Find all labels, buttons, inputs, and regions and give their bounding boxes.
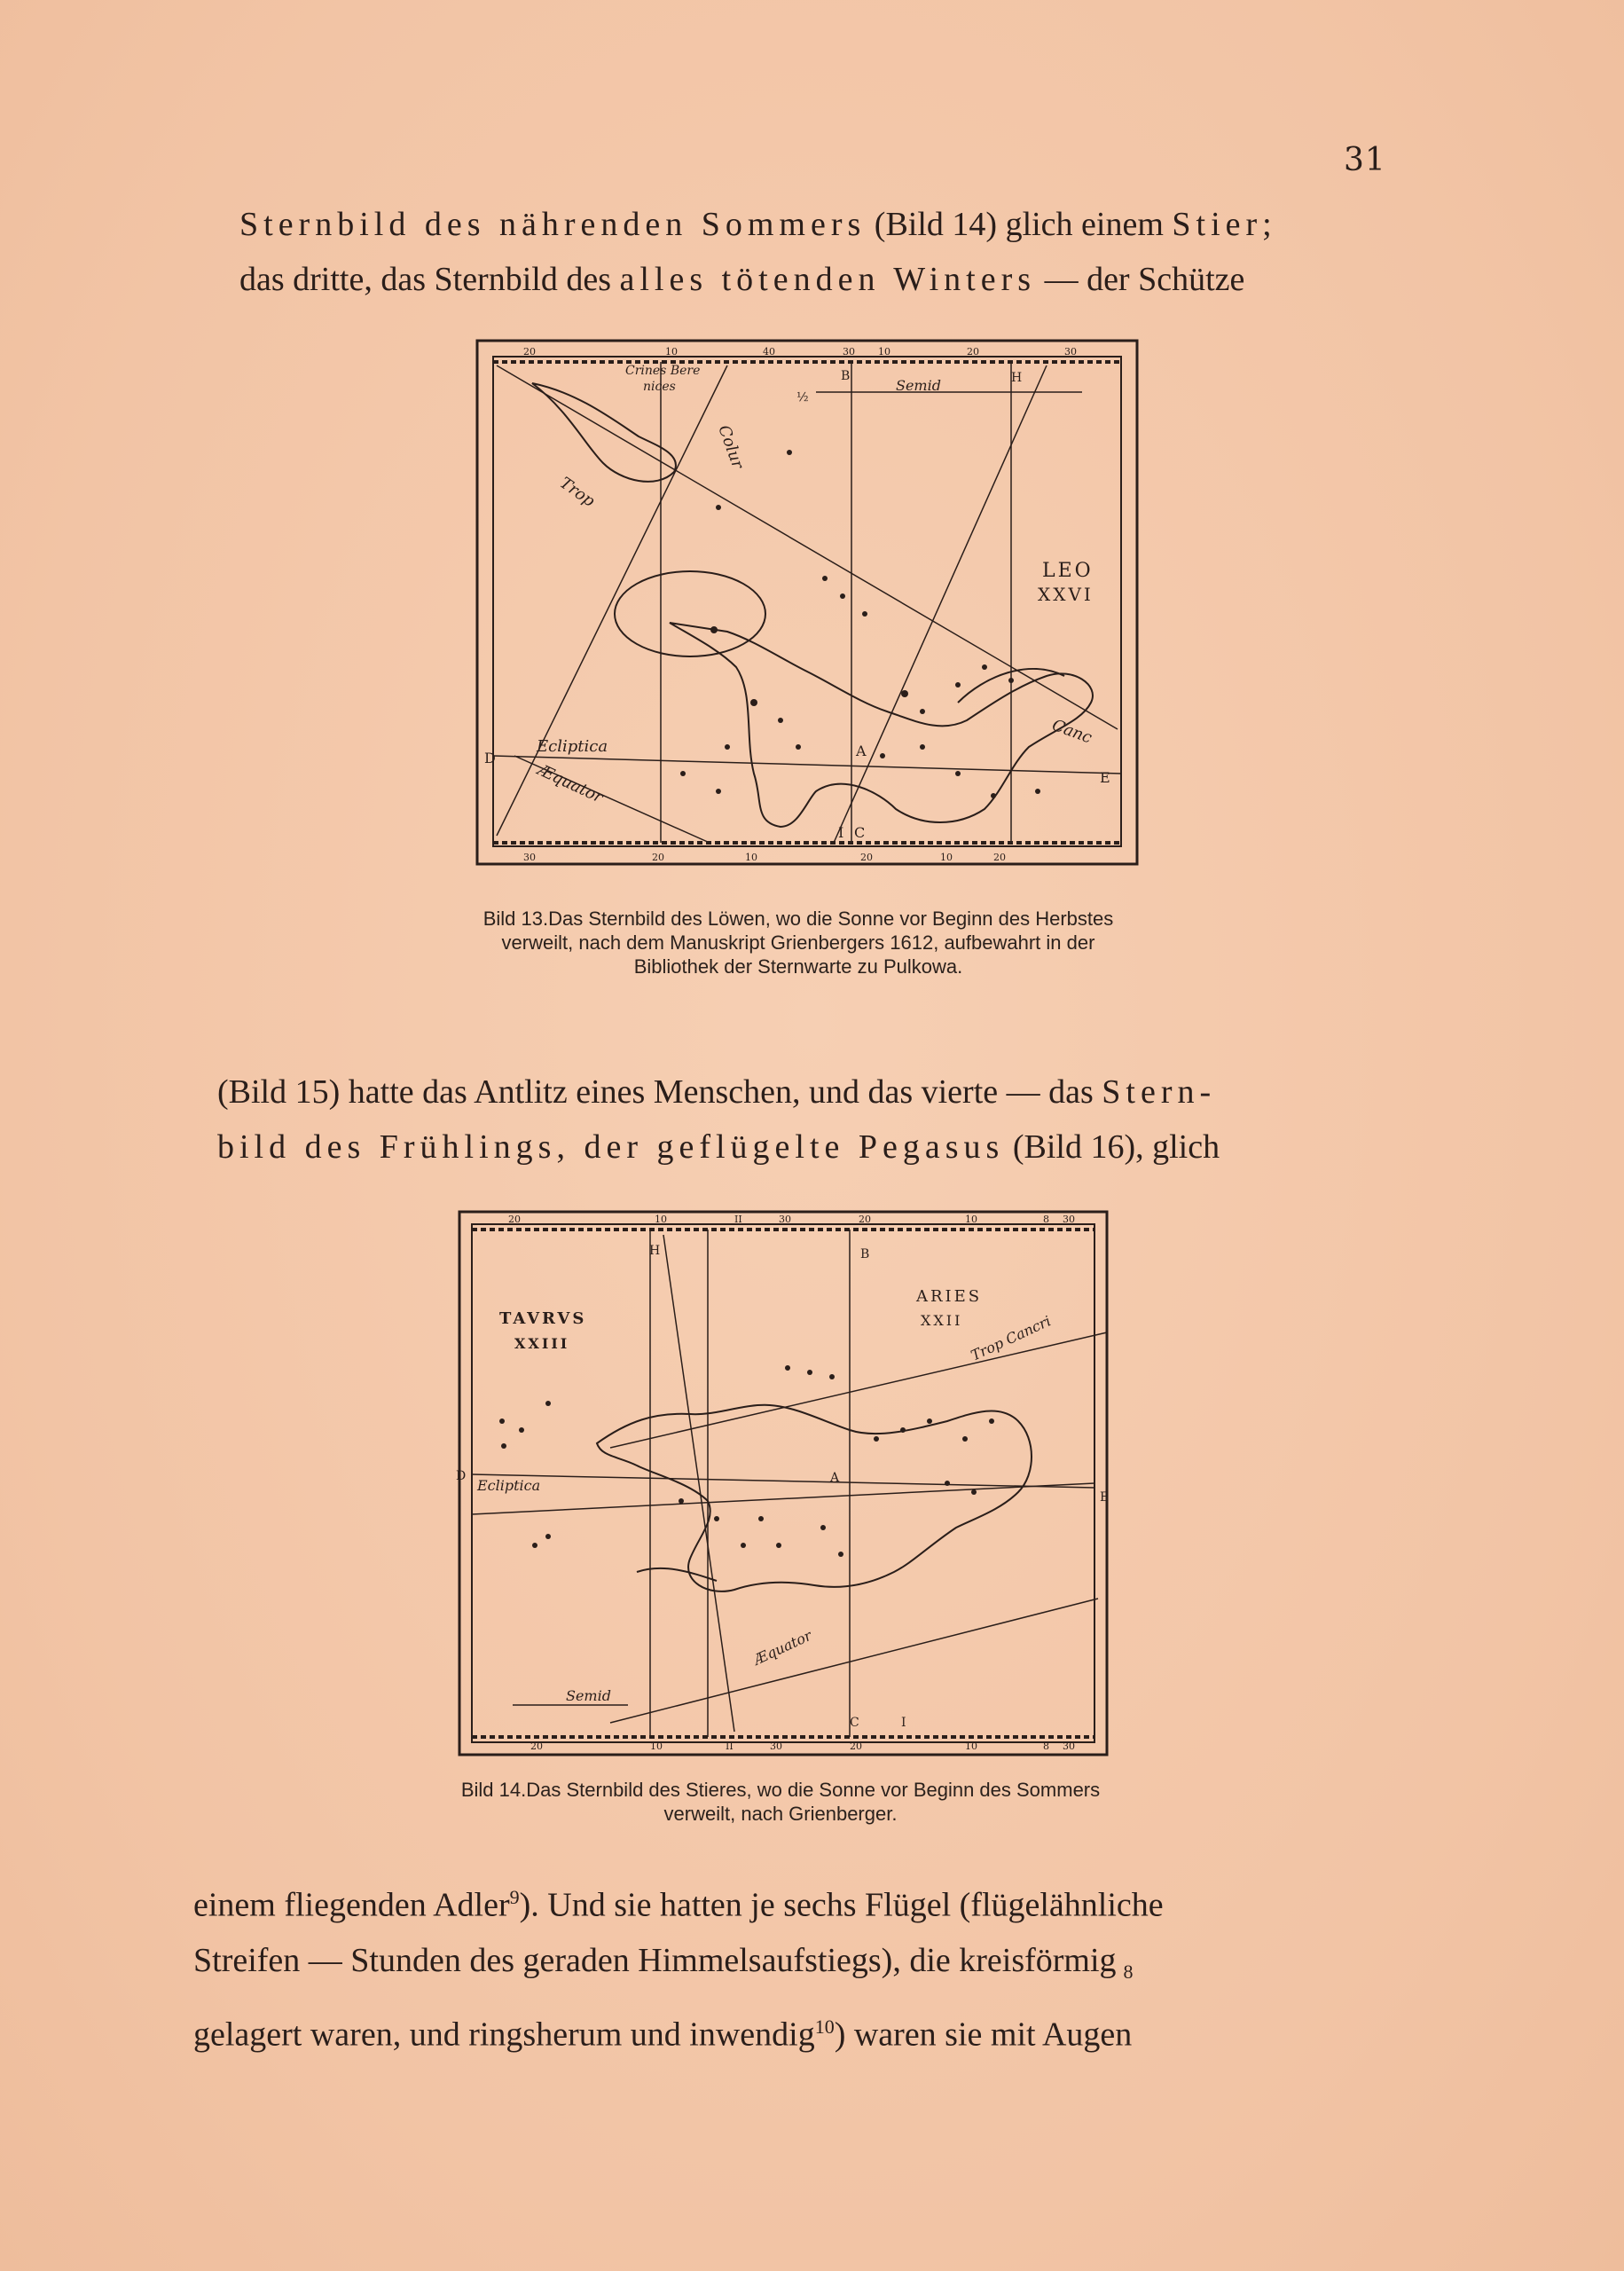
fig14-trop-label: Trop Cancri [968,1312,1054,1364]
paragraph-2-line-2: bild des Frühlings, der geflügelte Pegasus (Bild 16), glich [217,1128,1220,1166]
fig13-coma-label: Crines Bere [625,364,701,378]
fig13-caption-line-2: verweilt, nach dem Manuskript Grienbergers 1612, aufbewahrt in der [501,931,1095,954]
paragraph-3-line-2: Streifen — Stunden des geraden Himmelsaufstiegs), die kreisförmig $_8$ [193,1941,1134,1983]
fig14-caption-line-1: Bild 14.Das Sternbild des Stieres, wo die Sonne vor Beginn des Sommers [460,1779,1101,1801]
paragraph-3-line-3: gelagert waren, und ringsherum und inwendig$^{10}$) waren sie mit Augen [193,2015,1133,2054]
fig13-scale-top-0: 20 [523,346,536,358]
fig14-scale-bottom-7: 30 [1063,1741,1075,1752]
fig13-caption-label: Bild 13. [482,908,549,930]
paragraph-1-line-2: das dritte, das Sternbild des alles tötenden Winters — der Schütze [239,261,1245,298]
fig14-letter-d: D [456,1469,467,1483]
fig14-scale-top-7: 30 [1063,1214,1075,1225]
fig14-aequator-label: Æquator [750,1626,814,1669]
fig13-canc-label: Canc [1049,715,1094,748]
fig13-letter-h: H [1011,371,1023,385]
fig13-letter-c: C [854,824,866,841]
footnote-ref-9[interactable]: 9 [509,1886,520,1908]
fig13-colur-label: Colur [714,422,748,472]
fig14-ecliptica-label: Ecliptica [477,1477,541,1494]
fig13-coma-label-2: nices [643,380,676,394]
fig13-scale-bottom-0: 30 [523,852,536,863]
page-number: 31 [1344,142,1386,178]
fig14-semid-label: Semid [566,1687,611,1704]
fig14-scale-bottom-0: 20 [530,1741,543,1752]
fig14-scale-top-6: 8 [1043,1214,1049,1225]
margin-note: 8 [1123,1960,1134,1983]
fig14-aries-label: ARIES [916,1287,983,1306]
fig14-scale-bottom-5: 10 [965,1741,977,1752]
fig13-scale-bottom-4: 10 [940,852,953,863]
fig14-scale-top-0: 20 [508,1214,521,1225]
fig13-leo-number: XXVI [1038,584,1094,605]
fig13-aequator-label: Æquator [534,760,606,807]
fig13-scale-bottom-5: 20 [993,852,1006,863]
fig14-scale-top-4: 20 [859,1214,871,1225]
paragraph-1-line-1: Sternbild des nährenden Sommers (Bild 14) glich einem Stier; [239,206,1277,243]
fig14-letter-i: I [901,1716,906,1730]
fig13-leo-label: LEO [1042,560,1094,582]
fig13-scale-top-6: 30 [1064,346,1077,358]
fig13-half-mark: ½ [796,390,809,405]
fig14-scale-bottom-6: 8 [1043,1741,1049,1752]
fig14-letter-a: A [830,1471,840,1485]
fig13-scale-top-2: 40 [763,346,775,358]
fig13-scale-bottom-2: 10 [745,852,757,863]
footnote-ref-10[interactable]: 10 [814,2015,835,2038]
fig13-letter-b: B [841,369,851,383]
paragraph-1 [239,197,1393,307]
fig13-letter-d: D [484,750,496,766]
paragraph-3-line-1: einem fliegenden Adler$^9$). Und sie hatten je sechs Flügel (flügelähnliche [193,1886,1164,1924]
figure-14-taurus-map [451,1208,1116,1760]
figure-13-caption [390,907,1206,978]
fig13-scale-top-5: 20 [967,346,979,358]
fig14-letter-c: C [850,1716,859,1730]
fig13-letter-i: I [838,824,844,841]
fig14-scale-bottom-3: 30 [770,1741,782,1752]
fig13-scale-bottom-1: 20 [652,852,664,863]
fig14-taurus-number: XXIII [514,1335,570,1352]
fig14-aries-number: XXII [921,1312,963,1329]
fig14-caption-line-2: verweilt, nach Grienberger. [663,1803,898,1825]
fig14-letter-e: E [1100,1490,1110,1505]
fig13-caption-line-1: Bild 13.Das Sternbild des Löwen, wo die Sonne vor Beginn des Herbstes [482,908,1114,930]
fig14-letter-b: B [860,1247,870,1261]
fig14-scale-bottom-2: II [726,1741,734,1752]
fig13-scale-top-1: 10 [665,346,678,358]
fig13-letter-a: A [856,743,867,759]
fig13-letter-e: E [1100,769,1110,786]
fig14-scale-bottom-4: 20 [850,1741,862,1752]
fig13-trop-label: Trop [556,473,599,511]
fig13-scale-top-3: 30 [843,346,855,358]
fig14-scale-top-5: 10 [965,1214,977,1225]
fig14-scale-top-3: 30 [779,1214,791,1225]
fig14-scale-top-1: 10 [655,1214,667,1225]
fig14-scale-top-2: II [734,1214,742,1225]
fig13-caption-line-3: Bibliothek der Sternwarte zu Pulkowa. [633,955,963,978]
paragraph-3 [193,1870,1382,2062]
fig13-ecliptica-label: Ecliptica [537,737,608,756]
figure-14-caption [373,1778,1189,1826]
fig14-caption-label: Bild 14. [460,1779,527,1801]
figure-13-leo-map [461,330,1153,880]
paragraph-2 [217,1065,1406,1175]
fig13-semid-label: Semid [896,377,941,394]
fig14-letter-h: H [649,1244,661,1258]
fig13-scale-bottom-3: 20 [860,852,873,863]
fig14-taurus-label: TAVRVS [499,1309,587,1328]
fig14-scale-bottom-1: 10 [650,1741,663,1752]
paragraph-2-line-1: (Bild 15) hatte das Antlitz eines Menschen, und das vierte — das Stern- [217,1073,1217,1111]
fig13-scale-top-4: 10 [878,346,890,358]
